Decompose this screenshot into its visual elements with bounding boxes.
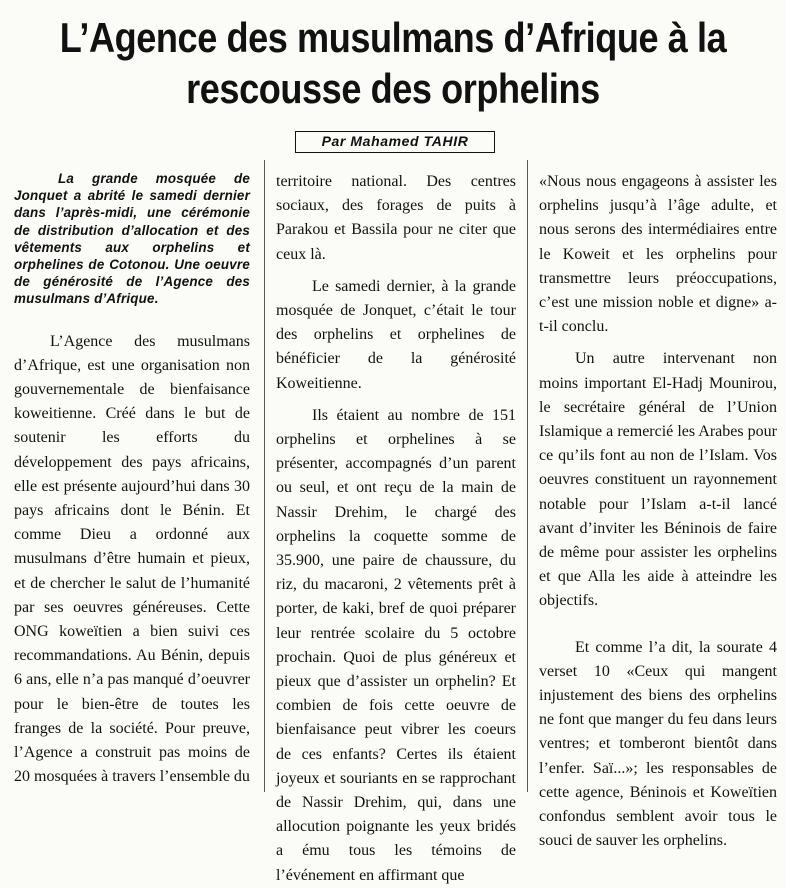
column-3 [539,170,777,853]
spacer [539,339,777,347]
column-1 [14,170,250,789]
lead-paragraph: La grande mosquée de Jonquet a abrité le samedi dernier dans l’après-midi, une cérémonie de distribution d’allocation et des vêtements aux orphelins et orphelines de Cotonou. Une oeuvre de générosité de l’Agence des musulmans d’Afrique. [14,171,250,307]
column-2 [276,170,516,888]
body-paragraph: Et comme l’a dit, la sourate 4 verset 10 «Ceux qui mangent injustement des biens des orphelins ne font que manger du feu dans leurs ventres; et tomberont bientôt dans l’enfer. Saï...»; les responsables de cette agence, Béninois et Koweïtien confondus semblent avoir tous le souci de sauver les orphelins. [539,638,777,850]
headline: L’Agence des musulmans d’Afrique à la rescousse des orphelins [59,14,727,112]
body-paragraph: territoire national. Des centres sociaux, des forages de puits à Parakou et Bassila pour ne citer que ceux là. [276,173,516,263]
spacer [14,308,250,330]
body-paragraph: Ils étaient au nombre de 151 orphelins et orphelines à se présenter, accompagnés d’un parent ou seul, et ont reçu de la main de Nassir Drehim, le chargé des orphelins la coquette somme de 35.900, une paire de chaussure, du riz, du macaroni, 2 vêtements prêt à porter, de kaki, bref de quoi préparer leur rentrée scolaire du 5 octobre prochain. Quoi de plus généreux et pieux que d’assister un orphelin? Et combien de fois cette oeuvre de bienfaisance peut vibrer les coeurs de ces enfants? Certes ils étaient joyeux et souriants en se rapprochant de Nassir Drehim, qui, dans une allocution poignante les yeux bridés a ému tous les témoins de l’événement en affirmant que [276,406,516,884]
body-paragraph: «Nous nous engageons à assister les orphelins jusqu’à l’âge adulte, et nous serons des intermédiaires entre le Koweit et les orphelins pour transmettre leurs préoccupations, c’est une mission noble et digne» a-t-il conclu. [539,173,777,336]
byline: Par Mahamed TAHIR [295,131,495,153]
body-paragraph: L’Agence des musulmans d’Afrique, est une organisation non gouvernementale de bienfaisance koweitienne. Créé dans le but de soutenir les efforts du développement des pays africains, elle est présente aujourd’hui dans 30 pays africains dont le Bénin. Et comme Dieu a ordonné aux musulmans d’être humain et pieux, et de chercher le salut de l’humanité par ses oeuvres généreuses. Cette ONG koweïtien a bien suivi ces recommandations. Au Bénin, depuis 6 ans, elle n’a pas manqué d’oeuvrer pour le bien-être de toutes les franges de la société. Pour preuve, l’Agence a construit pas moins de 20 mosquées à travers l’ensemble du [14,332,250,786]
spacer [539,614,777,636]
body-paragraph: Le samedi dernier, à la grande mosquée de Jonquet, c’était le tour des orphelins et orphelines de bénéficier de la générosité Koweitienne. [276,277,516,392]
column-rule [264,160,265,792]
body-paragraph: Un autre intervenant non moins important El-Hadj Mounirou, le secrétaire général de l’Union Islamique a remercié les Arabes pour ce qu’ils font au non de l’Islam. Vos oeuvres constituent un rayonnement notable pour l’Islam a-t-il lancé avant d’inviter les Béninois de faire de même pour assister les orphelins et que Alla les aide à atteindre les objectifs. [539,350,777,610]
spacer [276,396,516,404]
spacer [276,267,516,275]
column-rule [527,160,528,792]
